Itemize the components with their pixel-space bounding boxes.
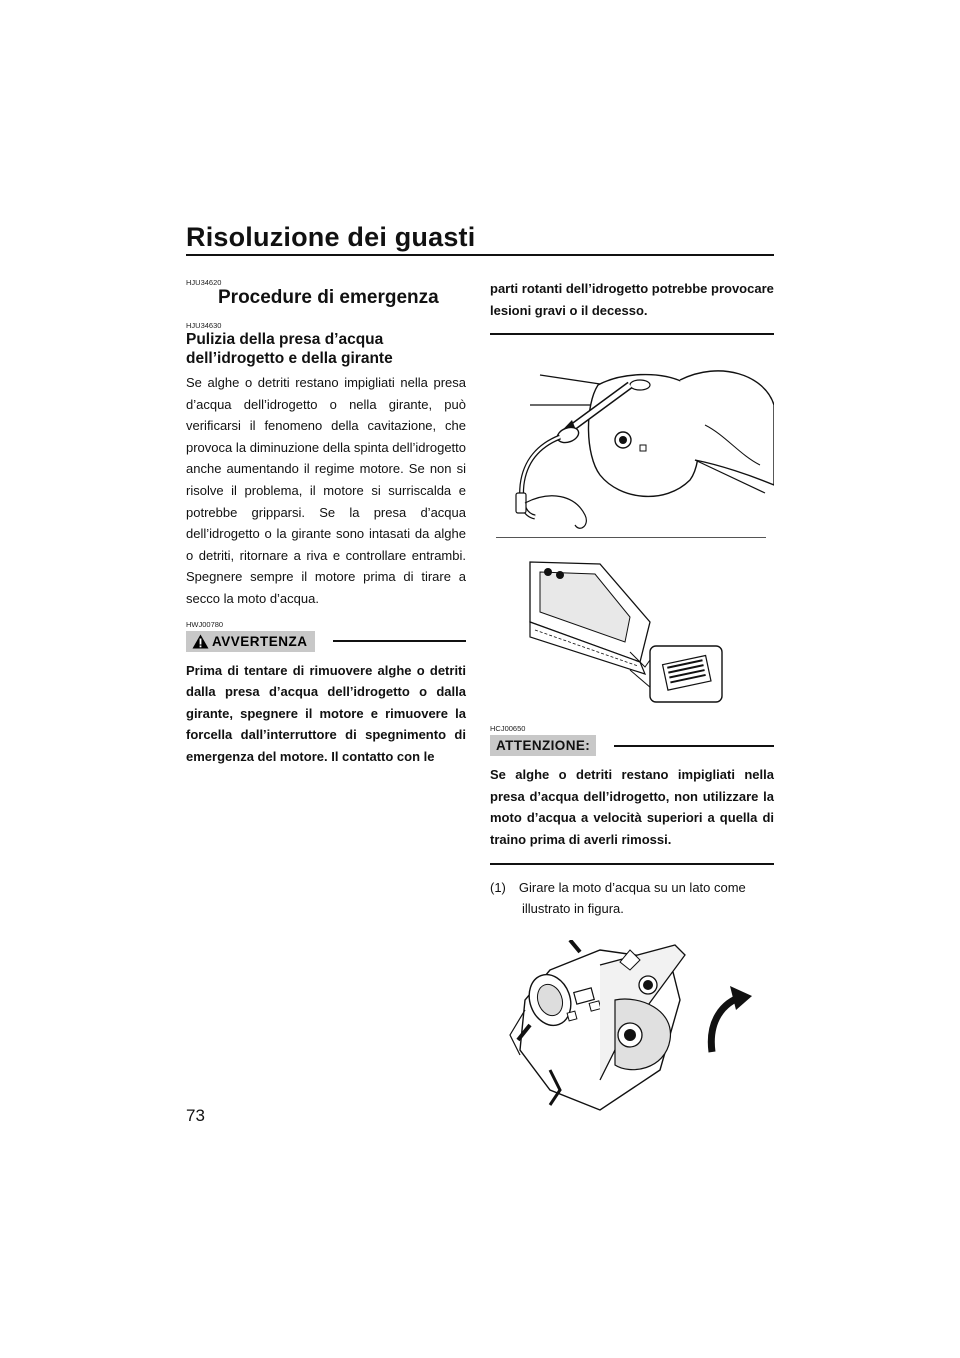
section-title: Procedure di emergenza bbox=[218, 287, 439, 308]
caution-header bbox=[490, 735, 774, 756]
warning-text: Prima di tentare di rimuovere alghe o detriti dalla presa d’acqua dell’idrogetto o dalla girante, spegnere il motore e rimuovere la forcella dall’interruttore di spegnimento di emergenza del motore. Il contatto con le bbox=[186, 662, 466, 764]
warning-badge bbox=[186, 631, 315, 652]
left-column bbox=[186, 278, 466, 768]
figure-lanyard-removal bbox=[490, 365, 774, 535]
warning-triangle-icon bbox=[192, 634, 209, 649]
page-number: 73 bbox=[186, 1106, 205, 1125]
right-column bbox=[490, 278, 774, 1120]
figure-divider bbox=[496, 537, 766, 538]
craft-illustration bbox=[490, 940, 774, 1120]
warning-code: HWJ00780 bbox=[186, 619, 224, 629]
caution-end-rule bbox=[490, 863, 774, 865]
figure-intake-grate bbox=[490, 542, 774, 714]
body-paragraph: Se alghe o detriti restano impigliati nella presa d’acqua dell’idrogetto o nella girante, può verificarsi il fenomeno della cavitazione, che provoca la diminuzione della spinta dell’idrogetto anche aumentando il regime motore. Se non si risolve il problema, il motore si surriscalda e potrebbe gripparsi. Se la presa d’acqua dell’idrogetto o la girante sono intasati da alghe o detriti, ritornare a riva e controllare entrambi. Spegnere sempre il motore prima di tirare a secco la moto d’acqua. bbox=[186, 375, 466, 606]
warning-label: AVVERTENZA bbox=[212, 633, 308, 649]
caution-badge: ATTENZIONE: bbox=[490, 735, 596, 756]
caution-rule bbox=[614, 745, 774, 747]
subsection-title: Pulizia della presa d’acqua dell’idrogetto e della girante bbox=[186, 331, 393, 367]
section-code: HJU34620 bbox=[186, 278, 222, 287]
figure-craft-on-side bbox=[490, 940, 774, 1120]
intake-illustration bbox=[490, 542, 774, 714]
warning-continued: parti rotanti dell’idrogetto potrebbe provocare lesioni gravi o il decesso. bbox=[490, 281, 774, 318]
warning-rule bbox=[333, 640, 466, 642]
subsection-code: HJU34630 bbox=[186, 321, 222, 330]
warning-end-rule bbox=[490, 333, 774, 335]
page-title: Risoluzione dei guasti bbox=[186, 222, 476, 252]
lanyard-illustration bbox=[490, 365, 774, 535]
caution-code: HCJ00650 bbox=[490, 724, 526, 734]
step-1: (1) Girare la moto d’acqua su un lato come illustrato in figura. bbox=[490, 879, 746, 917]
header-rule bbox=[186, 254, 774, 256]
warning-header bbox=[186, 631, 466, 652]
caution-text: Se alghe o detriti restano impigliati nella presa d’acqua dell’idrogetto, non utilizzare la moto d’acqua a velocità superiori a quella di traino prima di averli rimossi. bbox=[490, 767, 774, 847]
